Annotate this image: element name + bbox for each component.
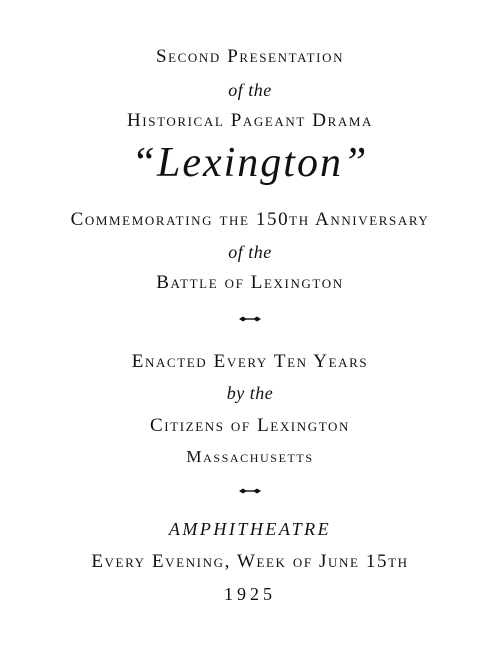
state-line: Massachusetts xyxy=(186,447,314,466)
commemorating-line: Commemorating the 150th Anniversary xyxy=(70,209,430,230)
of-the-1: of the xyxy=(228,80,272,100)
schedule-line: Every Evening, Week of June 15th xyxy=(91,551,409,572)
by-the: by the xyxy=(226,383,274,403)
venue-line: AMPHITHEATRE xyxy=(168,519,332,539)
battle-line: Battle of Lexington xyxy=(156,272,344,293)
fleuron-divider-icon xyxy=(238,316,262,322)
pageant-title: “Lexington” xyxy=(131,140,369,186)
citizens-line: Citizens of Lexington xyxy=(149,415,350,436)
fleuron-divider-icon xyxy=(238,488,262,494)
year-line: 1925 xyxy=(224,584,276,604)
enacted-line: Enacted Every Ten Years xyxy=(131,351,369,372)
of-the-2: of the xyxy=(228,242,272,262)
heading-second-presentation: Second Presentation xyxy=(155,46,345,67)
heading-pageant-drama: Historical Pageant Drama xyxy=(126,110,373,131)
